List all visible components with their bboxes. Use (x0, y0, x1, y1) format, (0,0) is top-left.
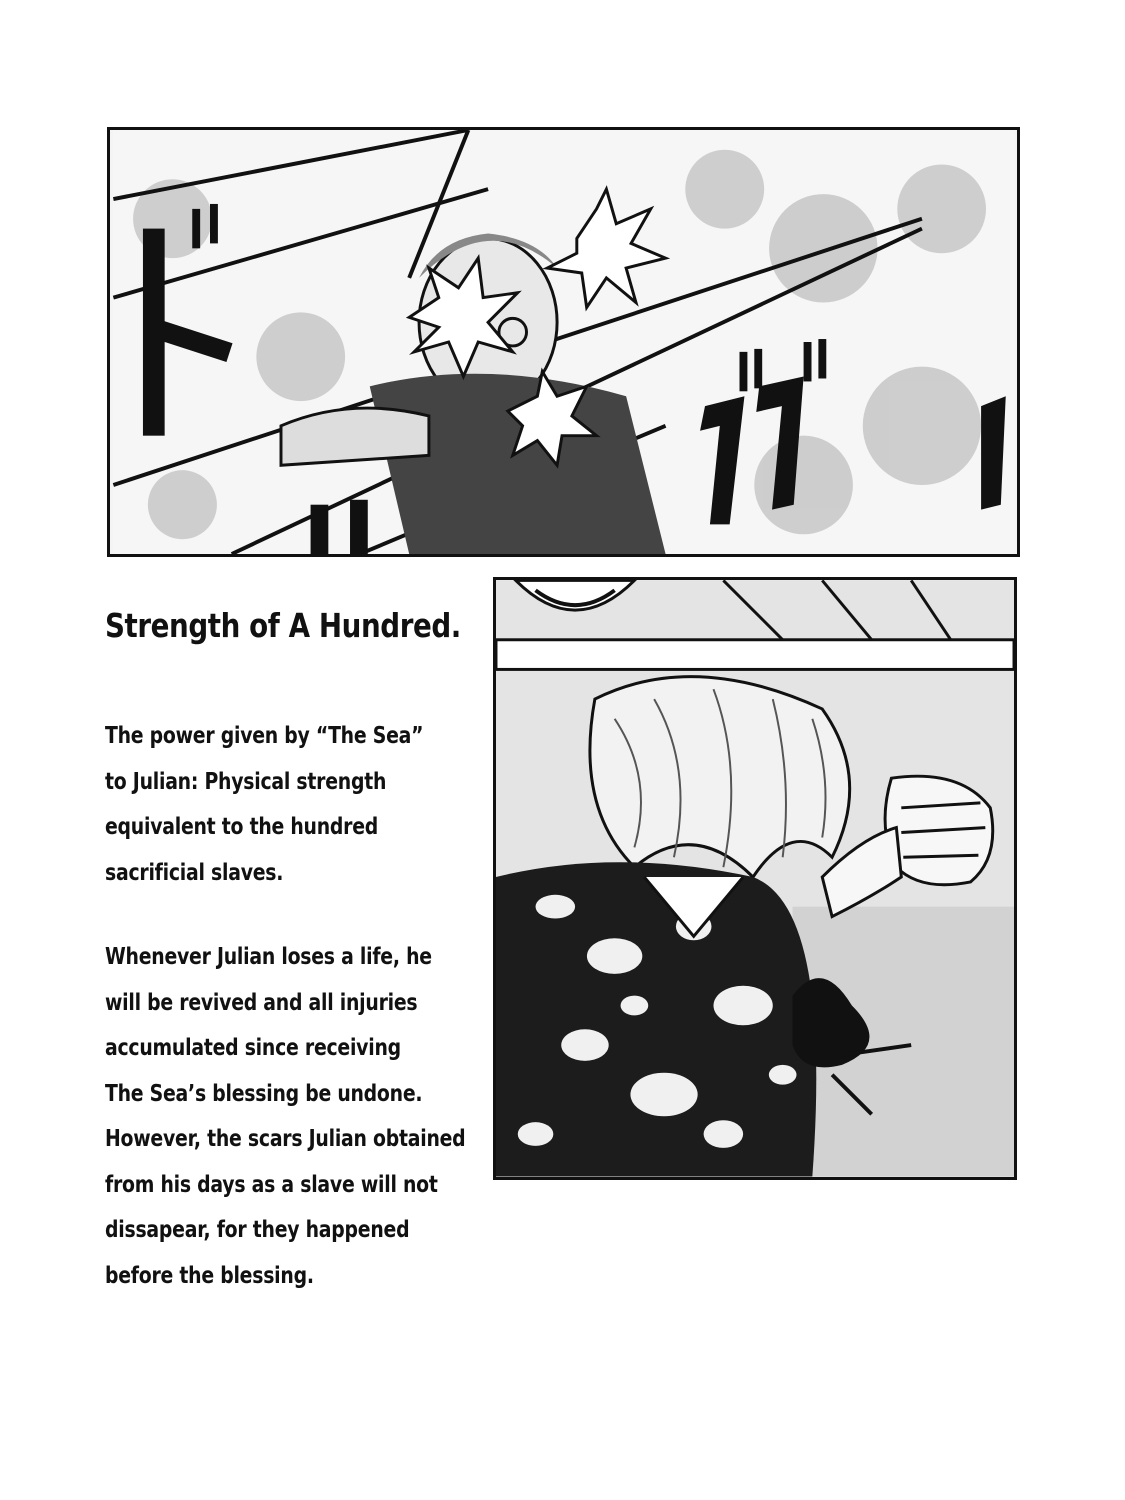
text-line: Whenever Julian loses a life, he (105, 944, 432, 970)
manga-panel-top (107, 127, 1020, 557)
wounded-character-illustration (496, 580, 1014, 1177)
text-line: accumulated since receiving (105, 1035, 401, 1061)
text-line: equivalent to the hundred (105, 814, 379, 840)
text-line: The Sea’s blessing be undone. (105, 1080, 423, 1107)
text-line: from his days as a slave will not (105, 1171, 438, 1198)
text-line: However, the scars Julian obtained (105, 1126, 466, 1152)
manga-panel-bottom (493, 577, 1017, 1180)
text-line: will be revived and all injuries (105, 989, 418, 1016)
text-line: sacrificial slaves. (105, 859, 284, 886)
text-line: The power given by “The Sea” (105, 723, 424, 749)
text-line: before the blessing. (105, 1262, 314, 1289)
description-paragraph (105, 714, 423, 896)
revival-paragraph (105, 935, 465, 1299)
page-title: Strength of A Hundred. (105, 606, 461, 645)
punch-impact-illustration (110, 130, 1017, 554)
text-line: dissapear, for they happened (105, 1217, 410, 1243)
text-line: to Julian: Physical strength (105, 768, 387, 795)
